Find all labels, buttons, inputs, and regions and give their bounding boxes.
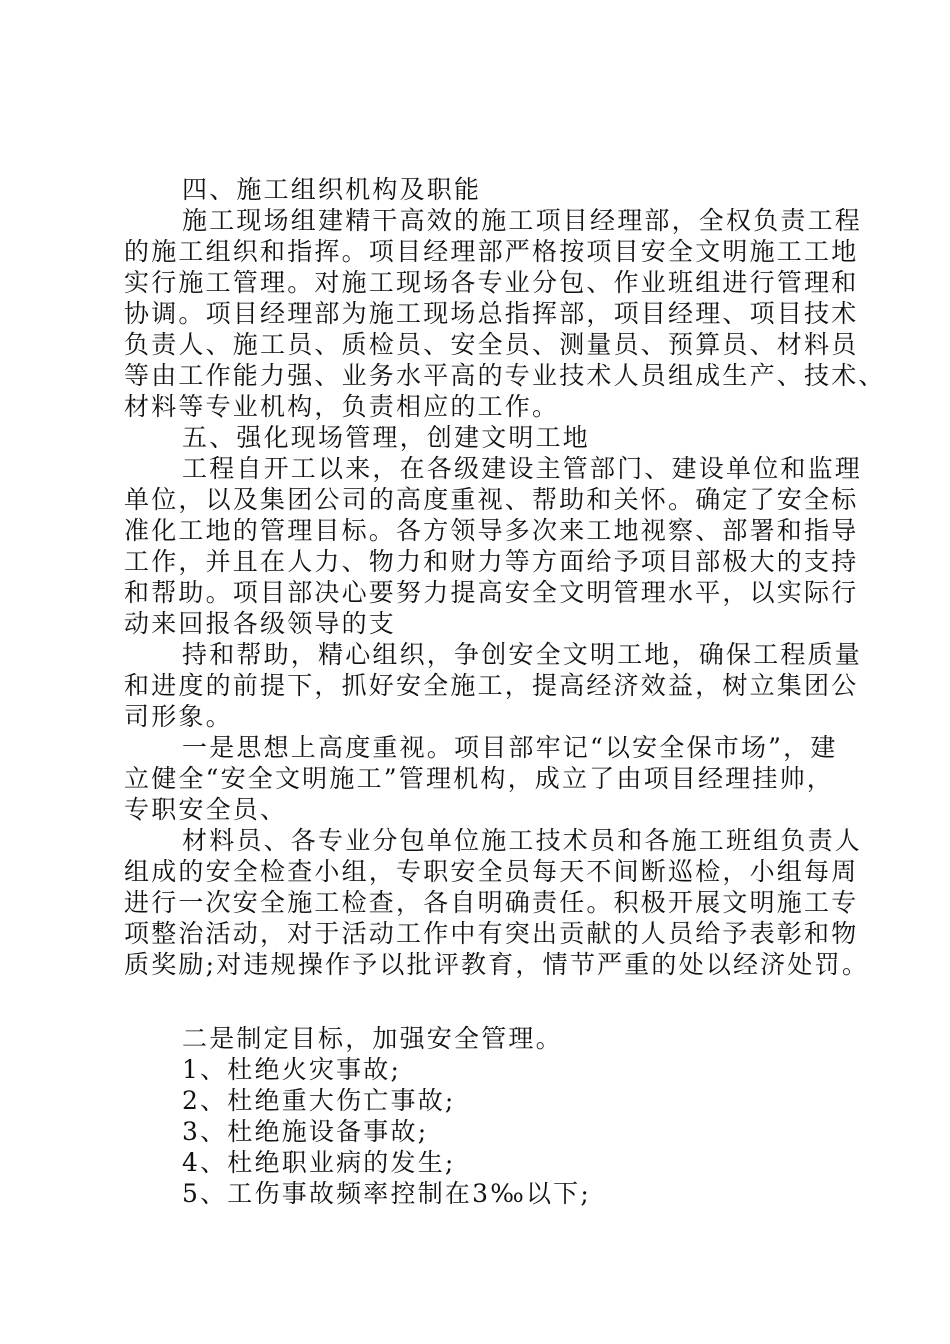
- paragraph-block-targets: [124, 1023, 844, 1209]
- text-line: 持和帮助，精心组织，争创安全文明工地，确保工程质量: [182, 640, 863, 669]
- text-line: 1、杜绝火灾事故;: [182, 1055, 402, 1084]
- text-line: 五、强化现场管理，创建文明工地: [182, 423, 591, 452]
- paragraph-gap: [124, 980, 844, 1023]
- text-line: 四、施工组织机构及职能: [182, 175, 482, 204]
- text-line: 和帮助。项目部决心要努力提高安全文明管理水平，以实际行: [124, 578, 859, 607]
- text-line: 材料等专业机构，负责相应的工作。: [124, 392, 560, 421]
- text-line: 工作，并且在人力、物力和财力等方面给予项目部极大的支持: [124, 547, 859, 576]
- text-line: 项整治活动，对于活动工作中有突出贡献的人员给予表彰和物: [124, 919, 859, 948]
- text-line: 施工现场组建精干高效的施工项目经理部，全权负责工程: [182, 206, 863, 235]
- text-line: 材料员、各专业分包单位施工技术员和各施工班组负责人: [182, 826, 863, 855]
- text-line: 进行一次安全施工检查，各自明确责任。积极开展文明施工专: [124, 888, 859, 917]
- text-line: 司形象。: [124, 702, 233, 731]
- document-body: [124, 174, 886, 1209]
- text-line: 质奖励;对违规操作予以批评教育，情节严重的处以经济处罚。: [124, 950, 870, 979]
- paragraph-block-main: [124, 174, 886, 980]
- text-line: 协调。项目经理部为施工现场总指挥部，项目经理、项目技术: [124, 299, 859, 328]
- text-line: 一是思想上高度重视。项目部牢记“以安全保市场”，建: [182, 733, 838, 762]
- text-line: 专职安全员、: [124, 795, 288, 824]
- text-line: 二是制定目标，加强安全管理。: [182, 1024, 563, 1053]
- text-line: 实行施工管理。对施工现场各专业分包、作业班组进行管理和: [124, 268, 859, 297]
- text-line: 动来回报各级领导的支: [124, 609, 397, 638]
- text-line: 的施工组织和指挥。项目经理部严格按项目安全文明施工工地: [124, 237, 859, 266]
- text-line: 等由工作能力强、业务水平高的专业技术人员组成生产、技术、: [124, 361, 886, 390]
- text-line: 工程自开工以来，在各级建设主管部门、建设单位和监理: [182, 454, 863, 483]
- text-line: 负责人、施工员、质检员、安全员、测量员、预算员、材料员: [124, 330, 859, 359]
- text-line: 5、工伤事故频率控制在3‰以下;: [182, 1179, 591, 1208]
- text-line: 4、杜绝职业病的发生;: [182, 1148, 456, 1177]
- text-line: 和进度的前提下，抓好安全施工，提高经济效益，树立集团公: [124, 671, 859, 700]
- text-line: 立健全“安全文明施工”管理机构，成立了由项目经理挂帅，: [124, 764, 834, 793]
- text-line: 组成的安全检查小组，专职安全员每天不间断巡检，小组每周: [124, 857, 859, 886]
- text-line: 3、杜绝施设备事故;: [182, 1117, 429, 1146]
- text-line: 2、杜绝重大伤亡事故;: [182, 1086, 456, 1115]
- text-line: 准化工地的管理目标。各方领导多次来工地视察、部署和指导: [124, 516, 859, 545]
- text-line: 单位，以及集团公司的高度重视、帮助和关怀。确定了安全标: [124, 485, 859, 514]
